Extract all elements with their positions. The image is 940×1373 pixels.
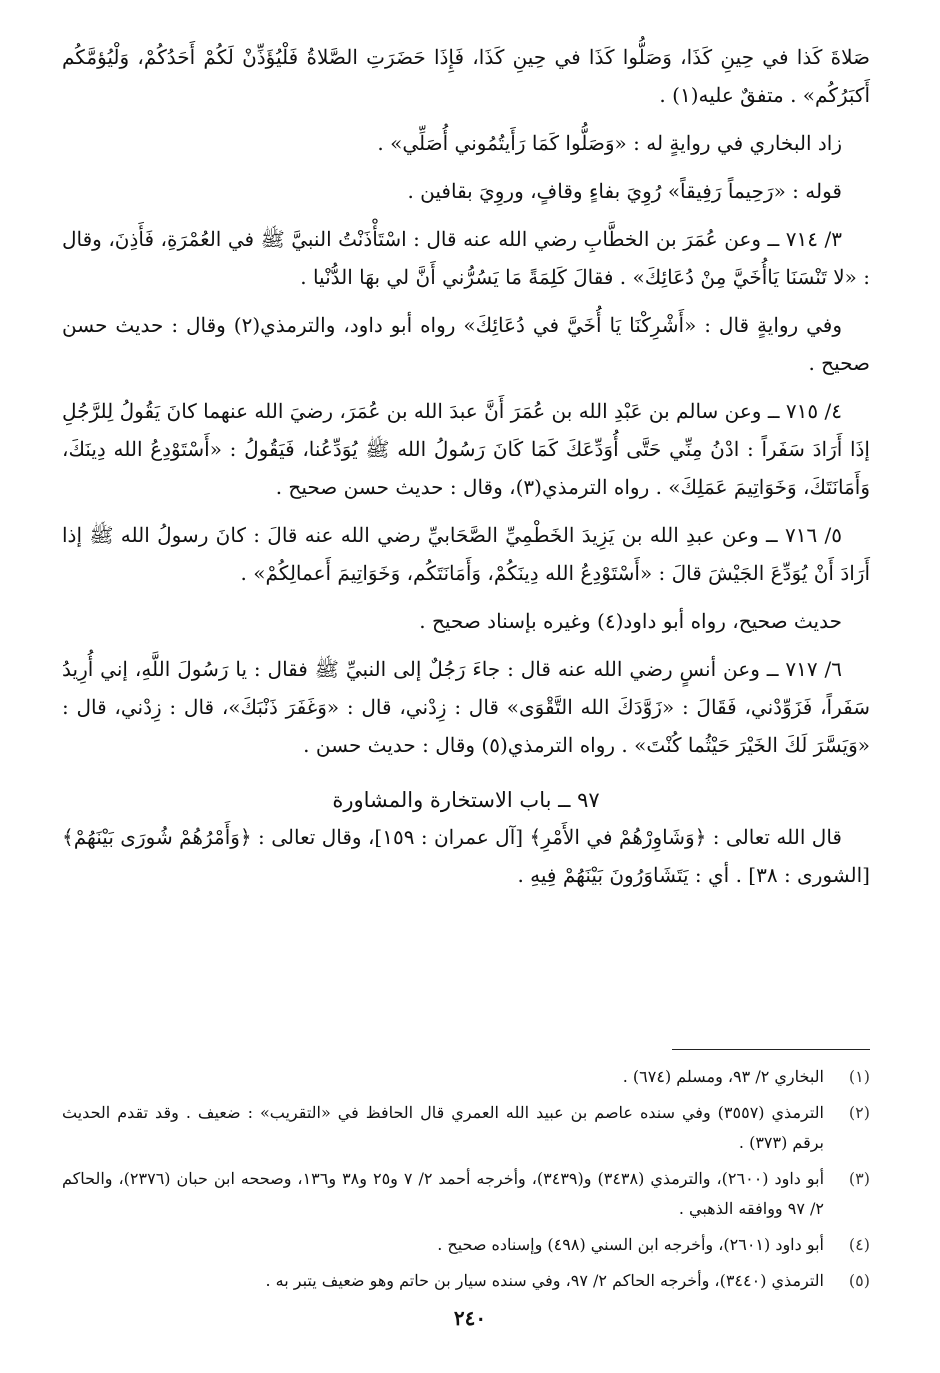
footnote-number: (٢) bbox=[848, 1103, 870, 1122]
chapter-text: قال الله تعالى : ﴿وَشَاوِرْهُمْ في الأَمْرِ﴾ [آل عمران : ١٥٩]، وقال تعالى : ﴿وَأَمْرُهُمْ شُورَى بَيْنَهُمْ﴾ [الشورى : ٣٨] . أي : يَتَشَاوَرُونَ بَيْنَهُمْ فِيهِ . bbox=[62, 825, 870, 887]
footnote-item bbox=[62, 1230, 870, 1260]
footnote-item bbox=[62, 1164, 870, 1224]
page-number: ٢٤٠ bbox=[453, 1306, 487, 1330]
paragraph-2: زاد البخاري في روايةٍ له : «وَصَلُّوا كَمَا رَأَيتُمُوني أُصَلِّي» . bbox=[377, 131, 842, 155]
paragraph-1: صَلاةَ كَذا في حِينِ كَذَا، وَصَلُّوا كَذَا في حِينِ كَذَا، فَإِذَا حَضَرَتِ الصَّلاةُ فَلْيُؤَذِّنْ لَكُمْ أَحَدُكُمْ، وَلْيُؤمَّكُم أَكبَرُكُم» . متفقٌ عليه(١) . bbox=[62, 45, 870, 107]
footnote-item bbox=[62, 1098, 870, 1158]
footnote-separator bbox=[672, 1049, 870, 1050]
footnote-number: (٥) bbox=[848, 1271, 870, 1290]
footnote-number: (٣) bbox=[848, 1169, 870, 1188]
footnote-item bbox=[62, 1062, 870, 1092]
paragraph-5: وفي روايةٍ قال : «أَشْرِكْنَا يَا أُخَيَّ في دُعَائِكَ» رواه أبو داود، والترمذي(٢) وقال : حديث حسن صحيح . bbox=[62, 313, 870, 375]
hadith-714: ٣/ ٧١٤ ــ وعن عُمَرَ بن الخطَّابِ رضي الله عنه قال : اسْتَأْذَنْتُ النبيَّ ﷺ في العُمْرَةِ، فَأَذِنَ، وقال : «لا تَنْسَنَا يَاأُخَيَّ مِنْ دُعَائِكَ» . فقالَ كَلِمَةً مَا يَسُرُّني أَنَّ لي بهَا الدُّنْيا . bbox=[62, 227, 870, 289]
chapter-heading: ٩٧ ــ باب الاستخارة والمشاورة bbox=[332, 788, 600, 812]
footnote-text: أبو داود (٢٦٠١)، وأخرجه ابن السني (٤٩٨) وإسناده صحيح . bbox=[437, 1235, 824, 1254]
footnote-text: أبو داود (٢٦٠٠)، والترمذي (٣٤٣٨) و(٣٤٣٩)، وأخرجه أحمد ٢/ ٧ و٢٥ و٣٨ و١٣٦، وصححه ابن حبان (٢٣٧٦)، والحاكم ٢/ ٩٧ ووافقه الذهبي . bbox=[62, 1169, 825, 1218]
footnote-number: (١) bbox=[848, 1067, 870, 1086]
page-body bbox=[62, 38, 870, 904]
footnote-number: (٤) bbox=[848, 1235, 870, 1254]
paragraph-3: قوله : «رَحِيماً رَفِيقاً» رُوِيَ بفاءٍ وقافٍ، وروِيَ بقافين . bbox=[407, 179, 842, 203]
paragraph-8: حديث صحيح، رواه أبو داود(٤) وغيره بإسناد صحيح . bbox=[419, 609, 842, 633]
footnotes bbox=[62, 1062, 870, 1302]
footnote-item bbox=[62, 1266, 870, 1296]
footnote-text: الترمذي (٣٤٤٠)، وأخرجه الحاكم ٢/ ٩٧، وفي سنده سيار بن حاتم وهو ضعيف يتبر به . bbox=[265, 1271, 824, 1290]
footnote-text: البخاري ٢/ ٩٣، ومسلم (٦٧٤) . bbox=[622, 1067, 824, 1086]
footnote-text: الترمذي (٣٥٥٧) وفي سنده عاصم بن عبيد الله العمري قال الحافظ في «التقريب» : ضعيف . وقد تقدم الحديث برقم (٣٧٣) . bbox=[62, 1103, 825, 1152]
hadith-715: ٤/ ٧١٥ ــ وعن سالم بن عَبْدِ الله بن عُمَرَ أَنَّ عبدَ الله بن عُمَرَ، رضيَ الله عنهما كانَ يَقُولُ لِلرَّجُلِ إذَا أَرَادَ سَفَراً : ادْنُ مِنِّي حَتَّى أُوَدِّعَكَ كَمَا كَانَ رَسُولُ الله ﷺ يُوَدِّعُنا، فَيَقُولُ : «أَسْتَوْدِعُ الله دِينَكَ، وَأَمَانَتَكَ، وَخَوَاتِيمَ عَمَلِكَ» . رواه الترمذي(٣)، وقال : حديث حسن صحيح . bbox=[62, 399, 870, 499]
hadith-717: ٦/ ٧١٧ ــ وعن أنسٍ رضي الله عنه قال : جاءَ رَجُلٌ إلى النبيِّ ﷺ فقال : يا رَسُولَ اللَّهِ، إني أُرِيدُ سَفَراً، فَزَوِّدْني، فَقَالَ : «زَوَّدَكَ الله التَّقْوَى» قال : زِدْني، قال : «وَغَفَرَ ذَنْبَكَ»، قال : زِدْني، قال : «وَيَسَّرَ لَكَ الخَيْرَ حَيْثُما كُنْتَ» . رواه الترمذي(٥) وقال : حديث حسن . bbox=[62, 657, 870, 757]
hadith-716: ٥/ ٧١٦ ــ وعن عبدِ الله بن يَزِيدَ الخَطْمِيِّ الصَّحَابيِّ رضي الله عنه قالَ : كانَ رسولُ الله ﷺ إذا أَرَادَ أَنْ يُوَدِّعَ الجَيْشَ قالَ : «أَسْتَوْدِعُ الله دِينَكُمْ، وَأَمَانَتَكُم، وَخَوَاتِيمَ أَعمالِكُمْ» . bbox=[62, 523, 870, 585]
